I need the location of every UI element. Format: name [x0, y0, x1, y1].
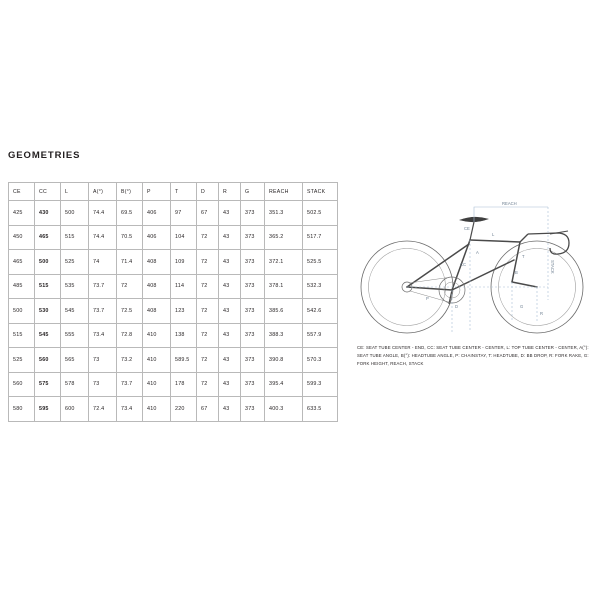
table-cell: 373 [241, 397, 265, 422]
table-cell: 373 [241, 323, 265, 348]
table-cell: 178 [171, 372, 197, 397]
table-cell: 515 [35, 274, 61, 299]
table-cell: 465 [9, 250, 35, 275]
table-header-cell: CE [9, 183, 35, 201]
table-cell: 395.4 [265, 372, 303, 397]
table-cell: 73 [89, 348, 117, 373]
table-cell: 97 [171, 201, 197, 226]
table-header-cell: L [61, 183, 89, 201]
table-cell: 465 [35, 225, 61, 250]
table-cell: 72 [117, 274, 143, 299]
table-cell: 72 [197, 323, 219, 348]
table-cell: 373 [241, 201, 265, 226]
table-cell: 72 [197, 250, 219, 275]
table-cell: 530 [35, 299, 61, 324]
table-cell: 73.7 [117, 372, 143, 397]
table-cell: 109 [171, 250, 197, 275]
table-header-cell: A(°) [89, 183, 117, 201]
table-cell: 351.3 [265, 201, 303, 226]
dimension-lines [407, 207, 548, 334]
table-cell: 72.4 [89, 397, 117, 422]
table-cell: 365.2 [265, 225, 303, 250]
table-cell: 500 [9, 299, 35, 324]
label-stack: STACK [550, 260, 555, 274]
table-cell: 410 [143, 397, 171, 422]
table-cell: 575 [35, 372, 61, 397]
table-cell: 67 [197, 201, 219, 226]
table-cell: 633.5 [303, 397, 338, 422]
legend-text: CE: SEAT TUBE CENTER - END, CC: SEAT TUBE CENTER - CENTER, L: TOP TUBE CENTER - CENTER, A(°): SEAT TUBE ANGLE, B(°): HEADTUBE ANGLE, P: CHAINSTAY, T: HEADTUBE, D: BB DROP, R: FORK RAKE, G: FORK HEIGHT, REACH, STACK [357, 345, 589, 366]
table-row [9, 201, 338, 226]
table-cell: 373 [241, 250, 265, 275]
page-title: GEOMETRIES [8, 150, 81, 161]
table-cell: 406 [143, 225, 171, 250]
table-cell: 525 [61, 250, 89, 275]
table-header-cell: D [197, 183, 219, 201]
table-cell: 515 [9, 323, 35, 348]
table-cell: 560 [9, 372, 35, 397]
frame-tubes [407, 240, 537, 290]
table-header-cell: R [219, 183, 241, 201]
table-header-row [9, 183, 338, 201]
table-cell: 565 [61, 348, 89, 373]
handlebar-group [520, 231, 569, 254]
table-cell: 104 [171, 225, 197, 250]
table-header-cell: P [143, 183, 171, 201]
table-cell: 72.8 [117, 323, 143, 348]
table-cell: 114 [171, 274, 197, 299]
table-cell: 373 [241, 299, 265, 324]
table-cell: 406 [143, 201, 171, 226]
table-cell: 388.3 [265, 323, 303, 348]
label-l: L [492, 232, 495, 237]
table-cell: 570.3 [303, 348, 338, 373]
label-b: B [515, 270, 518, 275]
table-cell: 390.8 [265, 348, 303, 373]
table-cell: 410 [143, 348, 171, 373]
table-cell: 67 [197, 397, 219, 422]
fork [512, 282, 537, 287]
table-cell: 410 [143, 372, 171, 397]
table-cell: 74.4 [89, 201, 117, 226]
table-header-cell: T [171, 183, 197, 201]
table-header-cell: G [241, 183, 265, 201]
table-cell: 450 [9, 225, 35, 250]
table-cell: 502.5 [303, 201, 338, 226]
table-cell: 500 [61, 201, 89, 226]
bike-geometry-diagram [352, 182, 592, 352]
table-cell: 485 [9, 274, 35, 299]
table-cell: 545 [35, 323, 61, 348]
table-cell: 532.3 [303, 274, 338, 299]
table-body [9, 201, 338, 422]
table-cell: 43 [219, 299, 241, 324]
table-cell: 560 [35, 348, 61, 373]
table-cell: 220 [171, 397, 197, 422]
table-cell: 73.4 [117, 397, 143, 422]
table-cell: 373 [241, 274, 265, 299]
table-cell: 138 [171, 323, 197, 348]
table-cell: 400.3 [265, 397, 303, 422]
geometry-table [8, 182, 338, 422]
table-cell: 72.5 [117, 299, 143, 324]
bike-diagram-svg [352, 182, 592, 352]
label-t: T [522, 254, 525, 259]
table-cell: 525.5 [303, 250, 338, 275]
table-cell: 70.5 [117, 225, 143, 250]
table-cell: 73.2 [117, 348, 143, 373]
table-row [9, 250, 338, 275]
table-cell: 373 [241, 225, 265, 250]
table-cell: 72 [197, 348, 219, 373]
label-g: G [520, 304, 524, 309]
table-cell: 71.4 [117, 250, 143, 275]
table-cell: 555 [61, 323, 89, 348]
table-cell: 378.1 [265, 274, 303, 299]
table-row [9, 397, 338, 422]
table-cell: 43 [219, 274, 241, 299]
table-cell: 430 [35, 201, 61, 226]
table-cell: 525 [9, 348, 35, 373]
table-cell: 517.7 [303, 225, 338, 250]
table-cell: 74 [89, 250, 117, 275]
table-cell: 535 [61, 274, 89, 299]
table-header-cell: REACH [265, 183, 303, 201]
table-cell: 589.5 [171, 348, 197, 373]
label-cc: CC [460, 262, 467, 267]
label-d: D [455, 304, 459, 309]
table-row [9, 274, 338, 299]
stem [520, 234, 528, 242]
label-a: A [476, 250, 479, 255]
table-cell: 425 [9, 201, 35, 226]
drop-bar [528, 233, 569, 254]
table-header-cell: CC [35, 183, 61, 201]
seat-post [470, 222, 474, 240]
geometry-table-container [8, 182, 337, 422]
table-cell: 408 [143, 274, 171, 299]
table-row [9, 323, 338, 348]
table-cell: 74.4 [89, 225, 117, 250]
top-tube [470, 240, 520, 242]
table-cell: 73.4 [89, 323, 117, 348]
table-header-cell: B(°) [117, 183, 143, 201]
table-row [9, 372, 338, 397]
table-cell: 43 [219, 201, 241, 226]
table-row [9, 348, 338, 373]
table-cell: 595 [35, 397, 61, 422]
table-cell: 43 [219, 225, 241, 250]
table-cell: 580 [9, 397, 35, 422]
table-cell: 408 [143, 299, 171, 324]
label-p: P [426, 296, 429, 301]
table-cell: 542.6 [303, 299, 338, 324]
table-cell: 43 [219, 372, 241, 397]
table-cell: 515 [61, 225, 89, 250]
table-cell: 373 [241, 348, 265, 373]
table-cell: 43 [219, 397, 241, 422]
table-cell: 385.6 [265, 299, 303, 324]
table-row [9, 225, 338, 250]
table-cell: 73.7 [89, 274, 117, 299]
table-cell: 72 [197, 299, 219, 324]
table-cell: 72 [197, 225, 219, 250]
dimension-labels [426, 201, 555, 316]
table-cell: 545 [61, 299, 89, 324]
table-cell: 69.5 [117, 201, 143, 226]
table-cell: 72 [197, 274, 219, 299]
label-ce: CE [464, 226, 470, 231]
table-cell: 73.7 [89, 299, 117, 324]
table-cell: 500 [35, 250, 61, 275]
table-cell: 43 [219, 348, 241, 373]
table-cell: 578 [61, 372, 89, 397]
table-cell: 410 [143, 323, 171, 348]
table-header-cell: STACK [303, 183, 338, 201]
table-cell: 600 [61, 397, 89, 422]
table-cell: 373 [241, 372, 265, 397]
label-reach: REACH [502, 201, 517, 206]
table-cell: 372.1 [265, 250, 303, 275]
table-cell: 408 [143, 250, 171, 275]
table-cell: 43 [219, 250, 241, 275]
table-cell: 73 [89, 372, 117, 397]
table-cell: 43 [219, 323, 241, 348]
table-header [9, 183, 338, 201]
table-cell: 557.9 [303, 323, 338, 348]
label-r: R [540, 311, 544, 316]
table-cell: 599.3 [303, 372, 338, 397]
table-cell: 123 [171, 299, 197, 324]
table-row [9, 299, 338, 324]
table-cell: 72 [197, 372, 219, 397]
